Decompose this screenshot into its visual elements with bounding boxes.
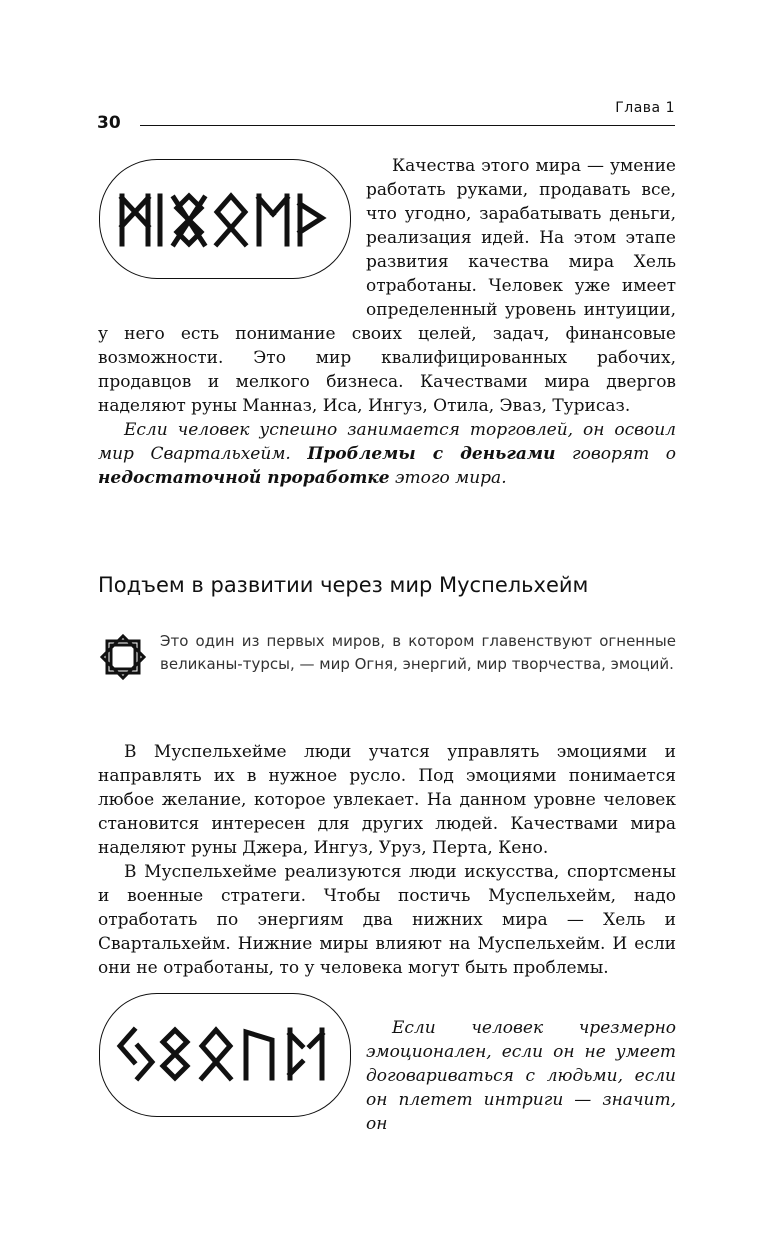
octagram-icon xyxy=(98,632,148,682)
rune-jera-icon xyxy=(120,1030,152,1078)
paragraph: Качества этого мира — умение работать руками, продавать все, что угодно, зарабатывать деньги, реализация идей. На этом этапе развития качества мира Хель отработаны. Человек уже имеет определенный уровень интуиции, у него есть понимание своих целей, задач, финансовые возможности. Это мир квалифицированных рабочих, продавцов и мелкого бизнеса. Качествами мира двергов наделяют руны Манназ, Иса, Ингуз, Отила, Эваз, Турисаз. xyxy=(98,156,676,416)
rune-othala-icon xyxy=(202,1030,230,1078)
paragraph-italic xyxy=(98,418,676,490)
chapter-header: Глава 1 xyxy=(615,100,675,116)
rune-panel-2 xyxy=(99,993,351,1117)
text-span: говорят о xyxy=(555,444,676,464)
page-number: 30 xyxy=(97,113,121,133)
text-block-3 xyxy=(366,1016,676,1136)
bold-span: недостаточной проработке xyxy=(98,468,390,488)
section-title: Подъем в развитии через мир Муспельхейм xyxy=(98,573,589,597)
text-block-2 xyxy=(98,740,676,980)
rune-perthro-icon xyxy=(290,1030,322,1078)
text-span: этого мира. xyxy=(389,468,507,488)
rune-uruz-icon xyxy=(246,1032,272,1078)
note-text: Это один из первых миров, в котором главенствуют огненные великаны-турсы, — мир Огня, энергий, мир творчества, эмоций. xyxy=(160,632,676,673)
rune-sequence-2-icon xyxy=(100,994,350,1116)
text-span: Если человек успешно занимается торговлей, он освоил мир Свартальхейм. xyxy=(98,420,676,464)
header-rule xyxy=(140,125,675,126)
rune-ingwaz-icon xyxy=(163,1030,187,1078)
text-block-1 xyxy=(98,154,676,490)
paragraph: В Муспельхейме люди учатся управлять эмоциями и направлять их в нужное русло. Под эмоциями понимается любое желание, которое увлекает. На данном уровне человек становится интересен для других людей. Качествами мира наделяют руны Джера, Ингуз, Уруз, Перта, Кено. xyxy=(98,742,676,858)
paragraph: В Муспельхейме реализуются люди искусства, спортсмены и военные стратеги. Чтобы постичь Муспельхейм, надо отработать по энергиям два нижних мира — Хель и Свартальхейм. Нижние миры влияют на Муспельхейм. И если они не отработаны, то у человека могут быть проблемы. xyxy=(98,862,676,978)
float-space-1 xyxy=(98,154,366,302)
bold-span: Проблемы с деньгами xyxy=(307,444,556,464)
paragraph-italic: Если человек чрезмерно эмоционален, если он не умеет договариваться с людьми, если он плетет интриги — значит, он xyxy=(366,1018,676,1134)
